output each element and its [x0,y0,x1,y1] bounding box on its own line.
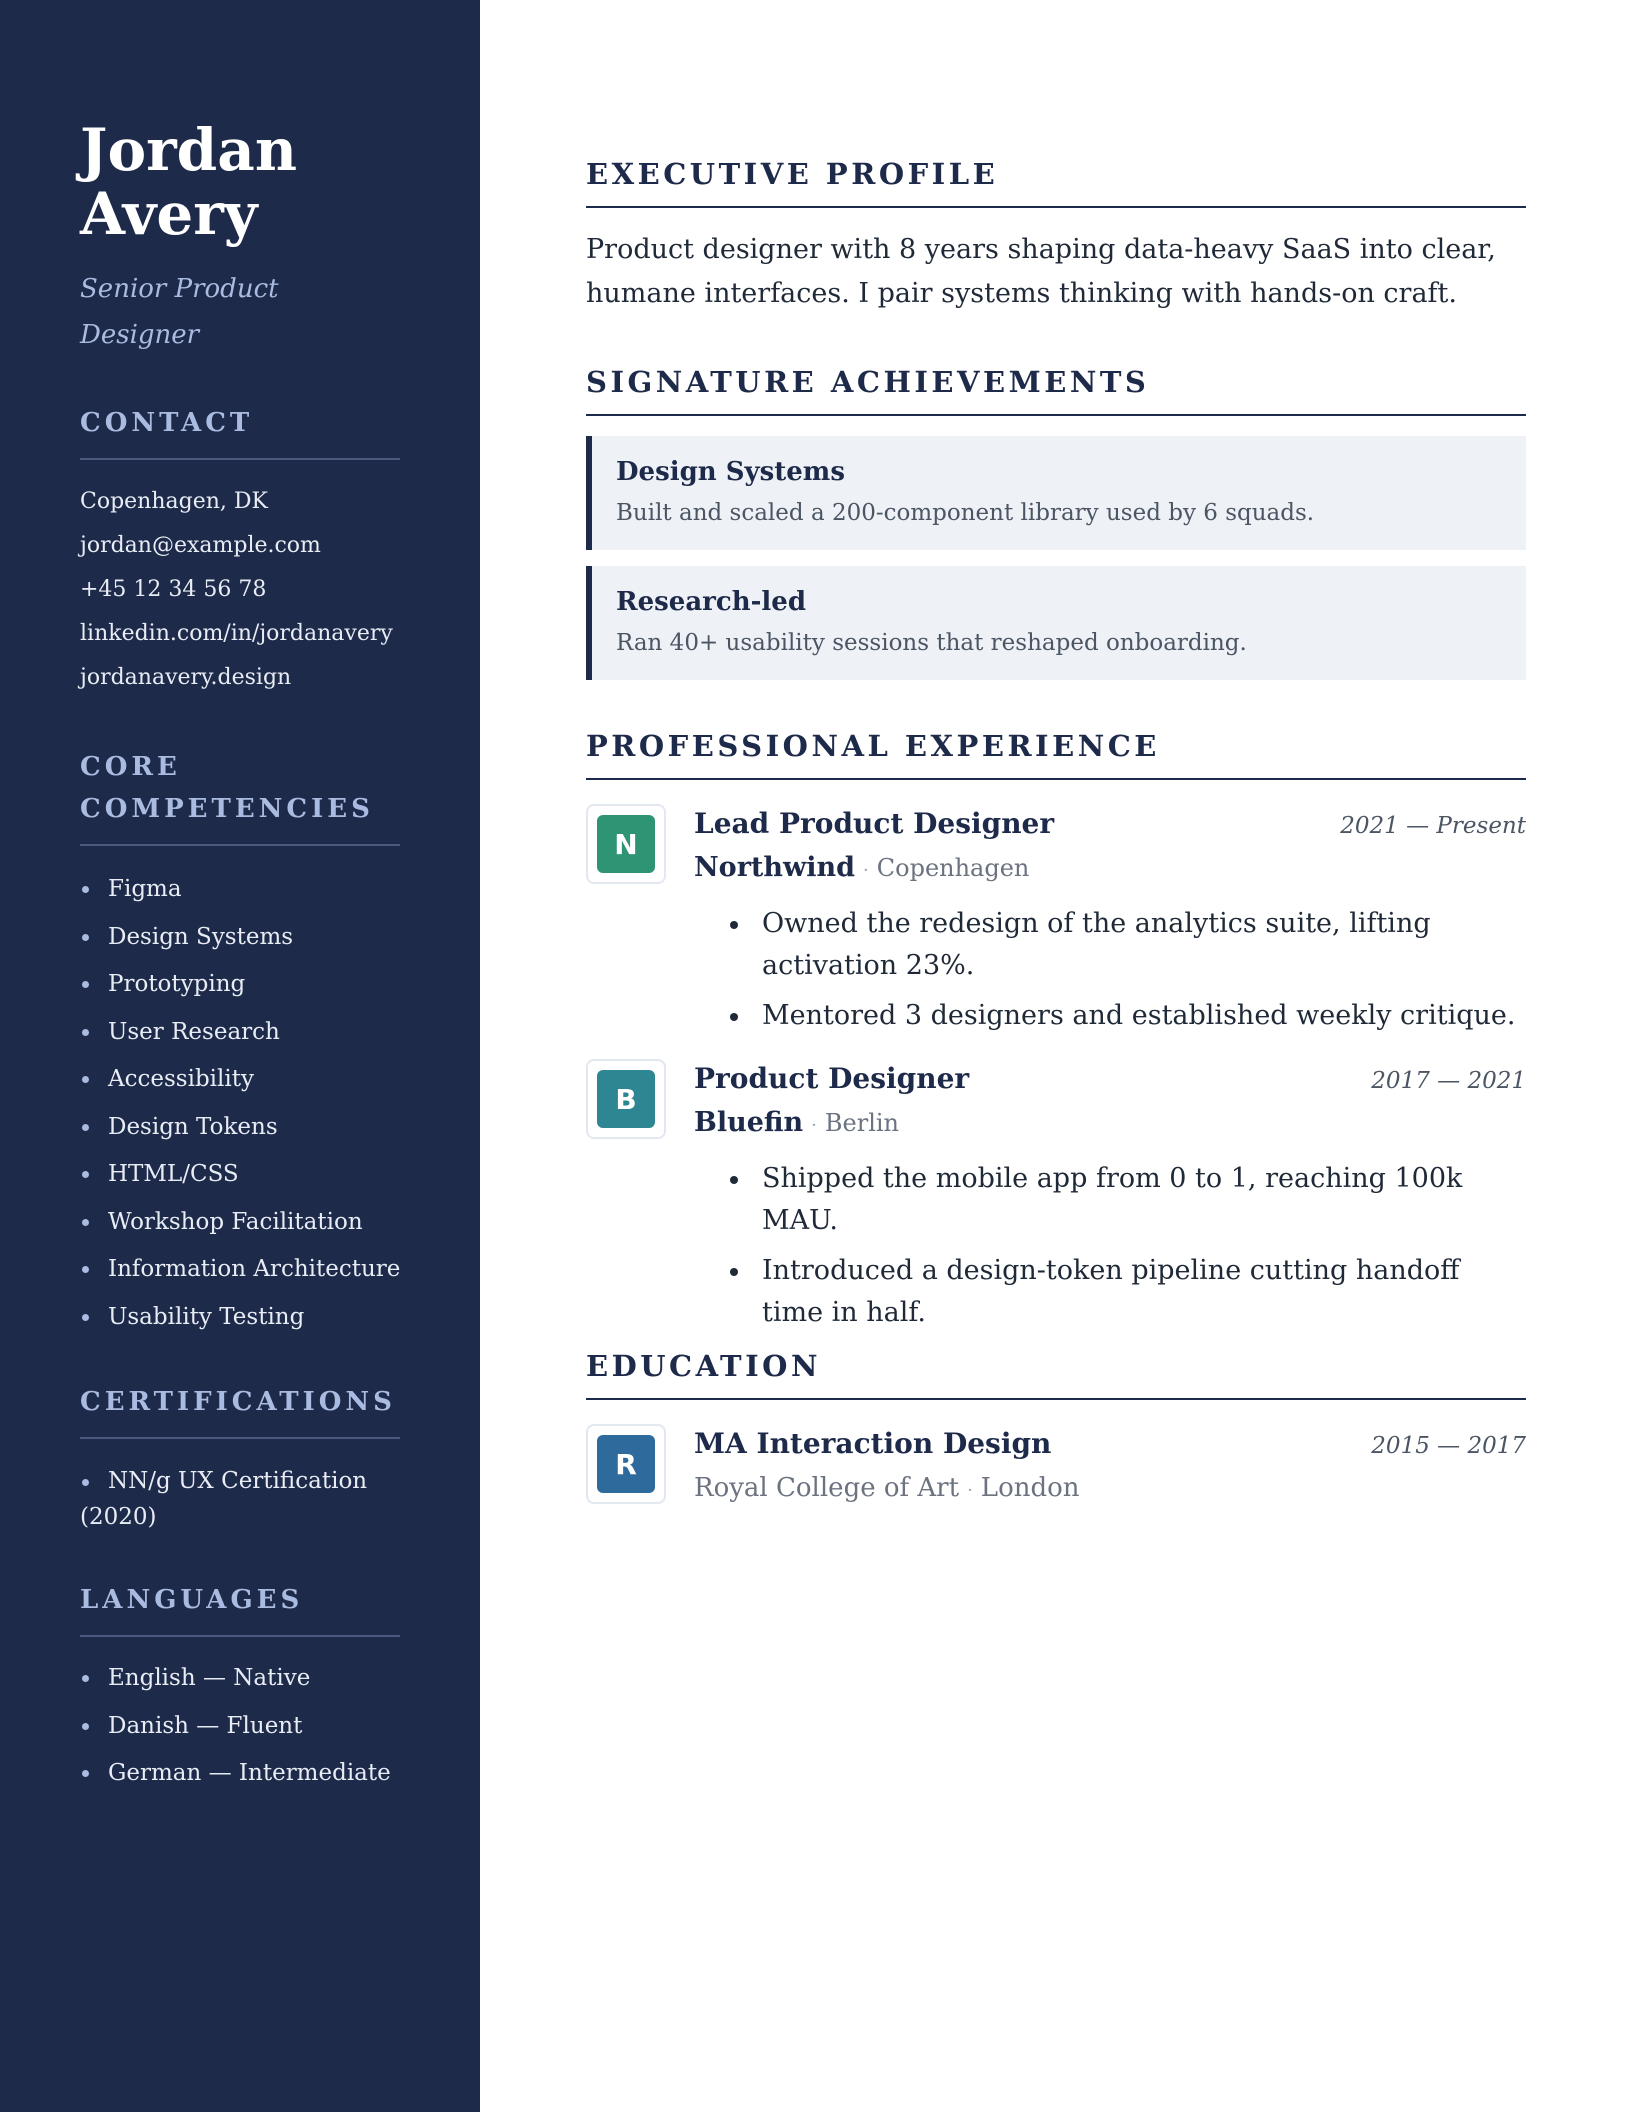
job-bullet-text: Shipped the mobile app from 0 to 1, reaching 100k MAU. [762,1163,1463,1236]
list-item [728,1250,1526,1334]
competencies-section [80,746,400,1341]
bullet-icon [82,1770,89,1777]
job-location: Berlin [824,1109,900,1137]
achievement-desc: Ran 40+ usability sessions that reshaped onboarding. [616,630,1247,656]
list-item [80,1750,400,1798]
job-entry [586,804,1526,1037]
education-entry [586,1424,1526,1513]
achievement-card [586,436,1526,550]
competency-label: Usability Testing [108,1303,305,1330]
certifications-section [80,1381,400,1535]
competency-label: User Research [108,1018,280,1045]
education-heading: EDUCATION [586,1346,1526,1400]
job-bullet-text: Introduced a design-token pipeline cutting handoff time in half. [762,1255,1460,1328]
language-label: German — Intermediate [108,1760,391,1786]
bullet-icon [82,1723,89,1730]
bullet-icon [82,1266,89,1273]
job-bullet-text: Mentored 3 designers and established weekly critique. [762,1000,1516,1031]
bullet-icon [82,1124,89,1131]
contact-section [80,402,400,700]
bullet-icon [82,934,89,941]
contact-linkedin[interactable]: linkedin.com/in/jordanavery [80,621,393,646]
achievement-title: Research-led [616,587,806,617]
bullet-icon [730,921,738,929]
company-logo-letter: N [597,815,655,873]
list-item [80,1655,400,1703]
education-section [586,1346,1526,1513]
education-dates: 2015 — 2017 [1371,1433,1526,1459]
competency-label: Information Architecture [108,1256,401,1282]
list-item [80,1104,400,1152]
school-logo-letter: R [597,1435,655,1493]
certifications-heading: CERTIFICATIONS [80,1381,400,1439]
school-location: London [980,1473,1080,1503]
degree-title: MA Interaction Design [694,1427,1052,1460]
achievement-card [586,566,1526,680]
sidebar [0,0,480,2112]
profile-text: Product designer with 8 years shaping data-heavy SaaS into clear, humane interfaces. I pair systems thinking with hands-on craft. [586,234,1496,309]
certifications-list [80,1459,400,1535]
list-item [80,1459,400,1535]
languages-section [80,1579,400,1798]
bullet-icon [730,1176,738,1184]
experience-heading: PROFESSIONAL EXPERIENCE [586,726,1526,780]
job-location: Copenhagen [876,854,1030,882]
job-bullet-text: Owned the redesign of the analytics suite, lifting activation 23%. [762,908,1431,981]
achievements-heading: SIGNATURE ACHIEVEMENTS [586,362,1526,416]
job-header [694,1059,1526,1099]
separator-dot: · [863,860,869,881]
certification-label: NN/g UX Certification (2020) [80,1468,368,1530]
competency-label: Accessibility [108,1066,254,1092]
competency-label: Prototyping [108,971,246,997]
bullet-icon [82,1171,89,1178]
job-bullets [694,903,1526,1037]
job-subheader [694,1101,1526,1148]
contact-website[interactable]: jordanavery.design [80,665,292,690]
list-item [728,1158,1526,1242]
company-name: Northwind [694,852,856,883]
list-item [80,866,400,914]
education-header [694,1424,1526,1464]
company-logo-letter: B [597,1070,655,1128]
bullet-icon [82,1076,89,1083]
job-title: Product Designer [694,1062,970,1095]
job-bullets [694,1158,1526,1334]
job-dates: 2021 — Present [1340,813,1526,839]
bullet-icon [82,886,89,893]
list-item [80,1294,400,1342]
profile-heading: EXECUTIVE PROFILE [586,154,1526,208]
school-name: Royal College of Art [694,1473,960,1503]
competency-label: Workshop Facilitation [108,1208,363,1235]
candidate-name: Jordan Avery [80,116,297,248]
bullet-icon [730,1268,738,1276]
list-item [80,1009,400,1057]
education-subheader [694,1466,1526,1513]
contact-location: Copenhagen, DK [80,489,268,514]
bullet-icon [82,1479,89,1486]
competencies-list [80,866,400,1341]
school-logo [586,1424,666,1504]
contact-heading: CONTACT [80,402,400,460]
language-label: English — Native [108,1665,311,1691]
achievement-title: Design Systems [616,457,845,487]
list-item [728,903,1526,987]
bullet-icon [82,1314,89,1321]
company-name: Bluefin [694,1107,804,1138]
list-item [728,995,1526,1037]
list-item [80,1056,400,1104]
languages-heading: LANGUAGES [80,1579,400,1637]
experience-section [586,726,1526,1342]
competency-label: HTML/CSS [108,1161,239,1187]
job-header [694,804,1526,844]
achievement-desc: Built and scaled a 200-component library used by 6 squads. [616,500,1315,526]
job-dates: 2017 — 2021 [1371,1068,1526,1094]
bullet-icon [82,1675,89,1682]
contact-email[interactable]: jordan@example.com [80,533,321,558]
list-item [80,1151,400,1199]
list-item [80,1246,400,1294]
competency-label: Design Systems [108,923,294,950]
list-item [80,1703,400,1751]
contact-list [80,480,400,700]
list-item [80,1199,400,1247]
candidate-role: Senior Product Designer [80,274,279,350]
languages-list [80,1655,400,1798]
achievements-section [586,362,1526,680]
bullet-icon [730,1013,738,1021]
bullet-icon [82,1029,89,1036]
company-logo [586,804,666,884]
competency-label: Figma [108,876,182,902]
separator-dot: · [811,1115,817,1136]
job-title: Lead Product Designer [694,807,1055,840]
language-label: Danish — Fluent [108,1712,303,1739]
list-item [80,961,400,1009]
competency-label: Design Tokens [108,1113,278,1140]
contact-phone[interactable]: +45 12 34 56 78 [80,577,267,602]
profile-section [586,154,1526,316]
bullet-icon [82,981,89,988]
company-logo [586,1059,666,1139]
job-subheader [694,846,1526,893]
job-entry [586,1059,1526,1334]
list-item [80,914,400,962]
bullet-icon [82,1219,89,1226]
separator-dot: · [967,1480,973,1501]
competencies-heading: CORE COMPETENCIES [80,746,400,846]
